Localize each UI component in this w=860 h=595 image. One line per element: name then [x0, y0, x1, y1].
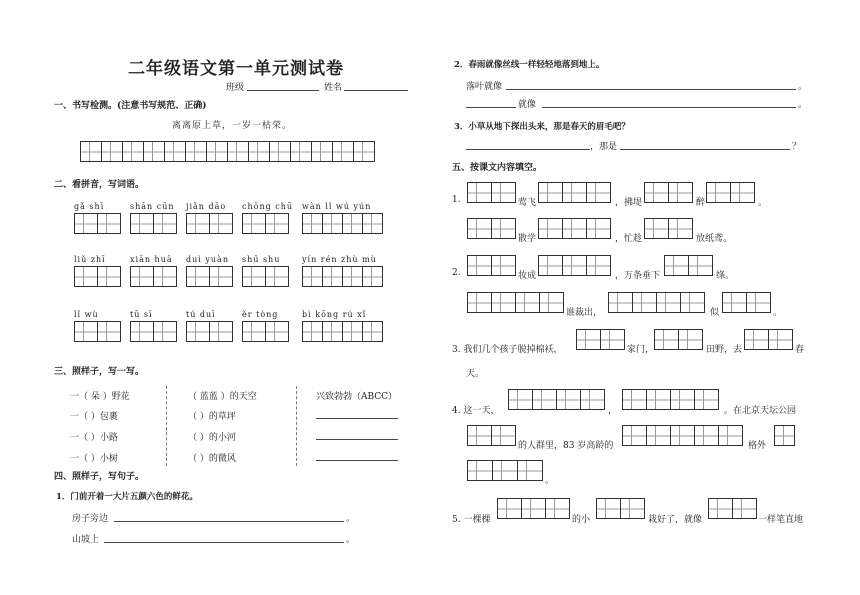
- pinyin-text: wàn lǐ wú yún: [302, 202, 372, 211]
- fill-grid[interactable]: [467, 255, 516, 276]
- fill-grid[interactable]: [622, 389, 719, 410]
- fill-grid[interactable]: [622, 425, 743, 446]
- pinyin-text: yín rén zhù mù: [302, 255, 377, 264]
- q2-line2-answer-a[interactable]: [466, 107, 516, 108]
- fill-text: 格外: [748, 441, 767, 451]
- fill-grid[interactable]: [596, 498, 645, 519]
- fill-text: 一样笔直地: [758, 515, 804, 525]
- fill-grid[interactable]: [538, 218, 611, 239]
- q2-line2-label: 就像: [518, 100, 537, 110]
- fill-grid[interactable]: [467, 182, 516, 203]
- adjective-4: （ ）的微风: [188, 454, 236, 464]
- answer-grid[interactable]: [242, 321, 289, 342]
- fill-grid[interactable]: [538, 255, 611, 276]
- class-label: 班级: [226, 83, 245, 93]
- fill-text: 莺飞: [518, 198, 537, 208]
- pinyin-item: [186, 255, 233, 287]
- answer-grid[interactable]: [302, 266, 383, 287]
- fill-text: 。: [773, 308, 783, 318]
- fill-text: 。: [545, 476, 555, 486]
- pinyin-text: chōng chū: [242, 202, 294, 211]
- section1-sample: 离离原上草，一岁一枯荣。: [172, 121, 293, 131]
- fill-grid[interactable]: [664, 255, 713, 276]
- name-label: 姓名: [324, 83, 343, 93]
- fill-text: 田野，去: [706, 345, 743, 355]
- fill-text: 。: [758, 198, 768, 208]
- fill-grid[interactable]: [576, 329, 625, 350]
- answer-grid[interactable]: [74, 321, 121, 342]
- fill-text: 春: [795, 345, 805, 355]
- q1-line2-label: 山坡上: [72, 535, 100, 545]
- fill-text: ，拂堤: [615, 198, 643, 208]
- pinyin-text: jiǎn dāo: [186, 202, 227, 211]
- pinyin-text: duì yuàn: [186, 255, 229, 264]
- fill-text: 天。: [466, 369, 485, 379]
- pinyin-text: tū sī: [130, 310, 153, 319]
- answer-grid[interactable]: [130, 266, 177, 287]
- name-field[interactable]: [344, 90, 408, 91]
- q2-line2-answer-b[interactable]: [542, 107, 796, 108]
- question-4-3: 3．小草从地下探出头来，那是春天的眉毛吧？: [454, 122, 630, 132]
- fill-text: ，忙趁: [615, 234, 643, 244]
- pinyin-text: xiān huā: [130, 255, 173, 264]
- q1-line1-answer[interactable]: [114, 521, 344, 522]
- pinyin-text: bì kōng rú xǐ: [302, 310, 367, 319]
- fill-grid[interactable]: [722, 292, 771, 313]
- pinyin-item: [242, 255, 289, 287]
- q3-answer-a[interactable]: [466, 149, 590, 150]
- fill-text: 似: [710, 308, 720, 318]
- fill-grid[interactable]: [654, 329, 703, 350]
- pinyin-text: shū shu: [242, 255, 281, 264]
- pinyin-item: [130, 255, 177, 287]
- pinyin-text: lǐ wù: [74, 310, 99, 319]
- measure-word-1: 一（ 朵 ）野花: [70, 392, 130, 402]
- pinyin-item: [242, 202, 293, 234]
- abcc-answer-line[interactable]: [316, 418, 398, 419]
- page-title: 二年级语文第一单元测试卷: [128, 59, 344, 79]
- period: 。: [346, 514, 356, 524]
- answer-grid[interactable]: [186, 266, 233, 287]
- answer-grid[interactable]: [242, 213, 293, 234]
- period: 。: [346, 535, 356, 545]
- fill-grid[interactable]: [467, 425, 516, 446]
- fill-text: 绦。: [716, 271, 735, 281]
- answer-grid[interactable]: [130, 321, 177, 342]
- fill-text: ，: [608, 406, 618, 416]
- pinyin-item: [130, 310, 177, 342]
- question-4-2: 2．春雨就像丝线一样轻轻地落到地上。: [454, 60, 605, 70]
- pinyin-item: [74, 202, 121, 234]
- answer-grid[interactable]: [74, 266, 121, 287]
- fill-text: 谁裁出，: [566, 308, 603, 318]
- fill-grid[interactable]: [467, 460, 543, 481]
- q1-line2-answer[interactable]: [104, 542, 344, 543]
- fill-grid[interactable]: [467, 292, 564, 313]
- pinyin-text: shān cūn: [130, 202, 175, 211]
- fill-text: 散学: [518, 234, 537, 244]
- answer-grid[interactable]: [130, 213, 177, 234]
- measure-word-4: 一（ ）小树: [70, 454, 118, 464]
- class-field[interactable]: [247, 90, 319, 91]
- pinyin-text: ěr tòng: [242, 310, 279, 319]
- answer-grid[interactable]: [74, 213, 121, 234]
- fill-grid[interactable]: [744, 329, 793, 350]
- period: 。: [798, 100, 808, 110]
- question-mark: ？: [792, 142, 802, 152]
- fill-text: 的人群里，83 岁高龄的: [518, 441, 614, 451]
- answer-grid[interactable]: [302, 321, 383, 342]
- fill-text: 醉: [696, 198, 706, 208]
- answer-grid[interactable]: [242, 266, 289, 287]
- fill-grid[interactable]: [644, 218, 693, 239]
- pinyin-text: tú duī: [186, 310, 216, 319]
- abcc-answer-line[interactable]: [316, 439, 398, 440]
- section5-heading: 五、按课文内容填空。: [452, 163, 543, 173]
- fill-text: 。在北京天坛公园: [724, 406, 797, 416]
- fill-grid[interactable]: [467, 218, 516, 239]
- section2-heading: 二、看拼音，写词语。: [54, 180, 145, 190]
- pinyin-item: [302, 255, 383, 287]
- abcc-label: 兴致勃勃（ABCC）: [316, 392, 398, 402]
- pinyin-item: [242, 310, 289, 342]
- adjective-2: （ ）的草坪: [188, 412, 236, 422]
- measure-word-2: 一（ ）包裹: [70, 412, 118, 422]
- answer-grid[interactable]: [186, 213, 233, 234]
- q1-line1-label: 房子旁边: [72, 514, 109, 524]
- pinyin-text: gǎ shī: [74, 202, 105, 211]
- q3-answer-b[interactable]: [620, 149, 790, 150]
- item-number: 1.: [452, 195, 461, 205]
- pinyin-item: [186, 202, 233, 234]
- fill-text: 家门，: [627, 345, 655, 355]
- fill-text: 3. 我们几个孩子脱掉棉袄，: [452, 345, 563, 355]
- answer-grid[interactable]: [302, 213, 383, 234]
- section4-heading: 四、照样子，写句子。: [54, 472, 145, 482]
- fill-grid[interactable]: [708, 498, 757, 519]
- fill-text: 妆成: [518, 271, 537, 281]
- pinyin-item: [302, 202, 383, 234]
- fill-grid[interactable]: [538, 182, 611, 203]
- pinyin-item: [186, 310, 233, 342]
- pinyin-item: [74, 310, 121, 342]
- abcc-answer-line[interactable]: [316, 460, 398, 461]
- item-number: 2.: [452, 268, 461, 278]
- fill-grid[interactable]: [774, 425, 795, 446]
- adjective-1: （ 蓝蓝 ）的天空: [188, 392, 257, 402]
- pinyin-item: [130, 202, 177, 234]
- fill-grid[interactable]: [497, 498, 570, 519]
- fill-grid[interactable]: [508, 389, 605, 410]
- pinyin-item: [302, 310, 383, 342]
- fill-grid[interactable]: [608, 292, 705, 313]
- section1-writing-grid[interactable]: [80, 141, 375, 162]
- q3-mid-label: ，那是: [590, 142, 618, 152]
- column-divider: [166, 386, 167, 466]
- fill-text: 的小: [572, 515, 591, 525]
- fill-text: 放纸鸢。: [696, 234, 733, 244]
- period: 。: [798, 82, 808, 92]
- pinyin-text: liǔ zhī: [74, 255, 106, 264]
- answer-grid[interactable]: [186, 321, 233, 342]
- adjective-3: （ ）的小河: [188, 433, 236, 443]
- measure-word-3: 一（ ）小路: [70, 433, 118, 443]
- fill-text: 4. 这一天，: [452, 406, 500, 416]
- section3-heading: 三、照样子，写一写。: [54, 367, 145, 377]
- fill-text: ，万条垂下: [615, 271, 661, 281]
- fill-grid[interactable]: [644, 182, 693, 203]
- q2-line1-answer[interactable]: [506, 89, 796, 90]
- pinyin-item: [74, 255, 121, 287]
- fill-grid[interactable]: [706, 182, 755, 203]
- question-4-1: 1．门前开着一大片五颜六色的鲜花。: [56, 492, 198, 502]
- q2-line1-label: 落叶就像: [466, 82, 503, 92]
- section1-heading: 一、书写检测。(注意书写规范、正确): [54, 101, 207, 111]
- fill-text: 栽好了，就像: [648, 515, 703, 525]
- column-divider: [296, 386, 297, 466]
- fill-text: 5. 一棵棵: [452, 515, 491, 525]
